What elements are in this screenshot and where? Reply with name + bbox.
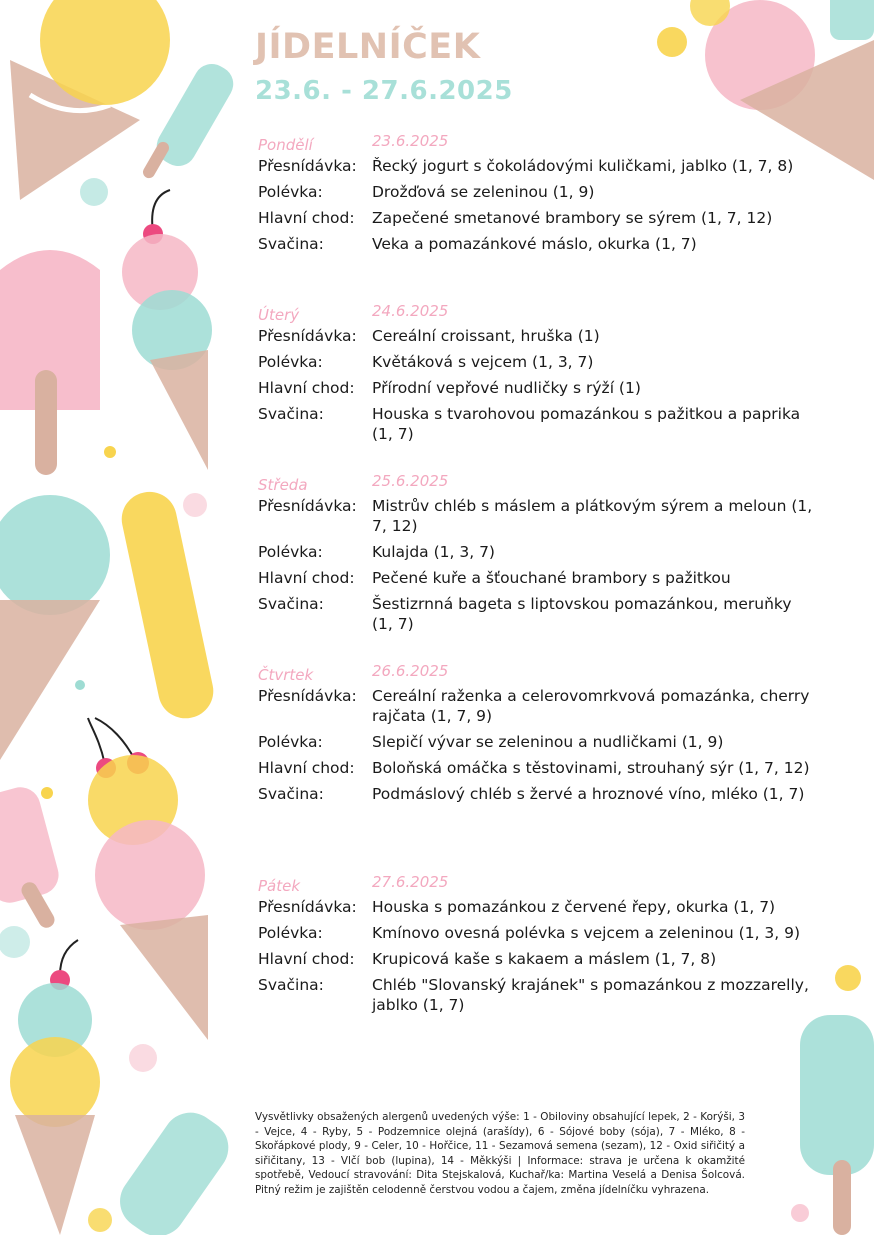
meal-label: Hlavní chod: bbox=[258, 569, 355, 587]
meal-label: Hlavní chod: bbox=[258, 379, 355, 397]
meal-row bbox=[258, 234, 828, 254]
meal-row bbox=[258, 897, 828, 917]
meal-text: Kulajda (1, 3, 7) bbox=[372, 543, 495, 561]
meal-label: Přesnídávka: bbox=[258, 497, 357, 515]
meal-text: Boloňská omáčka s těstovinami, strouhaný sýr (1, 7, 12) bbox=[372, 759, 810, 777]
cherries-scoop-icon bbox=[88, 718, 208, 1040]
day-date: 23.6.2025 bbox=[372, 132, 449, 150]
meal-row bbox=[258, 496, 828, 536]
meal-label: Polévka: bbox=[258, 353, 323, 371]
date-range: 23.6. - 27.6.2025 bbox=[255, 76, 513, 106]
day-date: 25.6.2025 bbox=[372, 472, 449, 490]
meal-label: Hlavní chod: bbox=[258, 950, 355, 968]
meal-text: Řecký jogurt s čokoládovými kuličkami, jablko (1, 7, 8) bbox=[372, 157, 794, 175]
meal-row bbox=[258, 352, 828, 372]
meal-row bbox=[258, 594, 828, 634]
meal-label: Hlavní chod: bbox=[258, 759, 355, 777]
meal-row bbox=[258, 758, 828, 778]
meal-row bbox=[258, 208, 828, 228]
day-section-tuesday bbox=[258, 302, 828, 450]
day-date: 24.6.2025 bbox=[372, 302, 449, 320]
meal-row bbox=[258, 686, 828, 726]
meal-label: Polévka: bbox=[258, 183, 323, 201]
meal-text: Cereální croissant, hruška (1) bbox=[372, 327, 600, 345]
meal-text: Houska s pomazánkou z červené řepy, okurka (1, 7) bbox=[372, 898, 776, 916]
meal-label: Svačina: bbox=[258, 235, 324, 253]
meal-row bbox=[258, 156, 828, 176]
meal-row bbox=[258, 923, 828, 943]
meal-label: Svačina: bbox=[258, 405, 324, 423]
meal-text: Cereální raženka a celerovomrkvová pomazánka, cherry rajčata (1, 7, 9) bbox=[372, 687, 810, 725]
day-name: Středa bbox=[258, 476, 308, 494]
meal-label: Hlavní chod: bbox=[258, 209, 355, 227]
popsicle-pink-lower-icon bbox=[0, 783, 63, 931]
meal-text: Mistrův chléb s máslem a plátkovým sýrem a meloun (1, 7, 12) bbox=[372, 497, 813, 535]
meal-label: Svačina: bbox=[258, 785, 324, 803]
meal-label: Polévka: bbox=[258, 924, 323, 942]
meal-label: Přesnídávka: bbox=[258, 687, 357, 705]
meal-label: Přesnídávka: bbox=[258, 157, 357, 175]
day-name: Pondělí bbox=[258, 136, 313, 154]
meal-text: Slepičí vývar se zeleninou a nudličkami (1, 9) bbox=[372, 733, 724, 751]
meal-row bbox=[258, 378, 828, 398]
day-name: Úterý bbox=[258, 306, 300, 324]
meal-text: Chléb "Slovanský krajánek" s pomazánkou z mozzarelly, jablko (1, 7) bbox=[372, 976, 809, 1014]
meal-label: Svačina: bbox=[258, 976, 324, 994]
meal-text: Šestizrnná bageta s liptovskou pomazánkou, meruňky (1, 7) bbox=[372, 595, 792, 633]
meal-text: Veka a pomazánkové máslo, okurka (1, 7) bbox=[372, 235, 697, 253]
meal-row bbox=[258, 949, 828, 969]
meal-row bbox=[258, 326, 828, 346]
mint-scoop-cone-icon bbox=[0, 495, 110, 760]
popsicle-yellow-icon bbox=[117, 487, 219, 723]
popsicle-pink-icon bbox=[0, 250, 100, 475]
meal-text: Kmínovo ovesná polévka s vejcem a zeleninou (1, 3, 9) bbox=[372, 924, 801, 942]
day-section-wednesday bbox=[258, 472, 828, 640]
meal-row bbox=[258, 784, 828, 804]
meal-row bbox=[258, 182, 828, 202]
double-scoop-cherry-icon bbox=[122, 190, 212, 470]
triple-scoop-cherry-icon bbox=[10, 940, 100, 1235]
meal-row bbox=[258, 568, 828, 588]
meal-text: Podmáslový chléb s žervé a hroznové víno, mléko (1, 7) bbox=[372, 785, 805, 803]
meal-label: Polévka: bbox=[258, 543, 323, 561]
meal-text: Drožďová se zeleninou (1, 9) bbox=[372, 183, 595, 201]
meal-row bbox=[258, 542, 828, 562]
day-section-friday bbox=[258, 873, 828, 1021]
popsicle-mint-lower-icon bbox=[109, 1102, 239, 1235]
meal-label: Přesnídávka: bbox=[258, 327, 357, 345]
meal-text: Krupicová kaše s kakaem a máslem (1, 7, 8) bbox=[372, 950, 717, 968]
meal-text: Přírodní vepřové nudličky s rýží (1) bbox=[372, 379, 641, 397]
meal-row bbox=[258, 732, 828, 752]
meal-label: Polévka: bbox=[258, 733, 323, 751]
day-name: Čtvrtek bbox=[258, 666, 314, 684]
meal-text: Houska s tvarohovou pomazánkou s pažitkou a paprika (1, 7) bbox=[372, 405, 801, 443]
meal-text: Květáková s vejcem (1, 3, 7) bbox=[372, 353, 594, 371]
meal-label: Přesnídávka: bbox=[258, 898, 357, 916]
day-section-monday bbox=[258, 132, 828, 260]
allergen-footnote: Vysvětlivky obsažených alergenů uvedených výše: 1 - Obiloviny obsahující lepek, 2 - Korýši, 3 - Vejce, 4 - Ryby, 5 - Podzemnice olejná (arašídy), 6 - Sójové boby (sója), 7 - Mléko, 8 - Skořápkové plody, 9 - Celer, 10 - Hořčice, 11 - Sezamová semena (sezam), 12 - Oxid siřičitý a siřičitany, 13 - Vlčí bob (lupina), 14 - Měkkýši | Informace: strava je určena k okamžité spotřebě, Vedoucí stravování: Dita Stejskalová, Kuchař/ka: Martina Veselá a Denisa Šolcová. Pitný režim je zajištěn celodenně čerstvou vodou a čajem, změna jídelníčku vyhrazena. bbox=[255, 1111, 745, 1196]
meal-row bbox=[258, 404, 828, 444]
day-date: 27.6.2025 bbox=[372, 873, 449, 891]
page-title: JÍDELNÍČEK bbox=[255, 27, 481, 67]
meal-row bbox=[258, 975, 828, 1015]
day-section-thursday bbox=[258, 662, 828, 810]
meal-text: Zapečené smetanové brambory se sýrem (1, 7, 12) bbox=[372, 209, 773, 227]
day-date: 26.6.2025 bbox=[372, 662, 449, 680]
meal-label: Svačina: bbox=[258, 595, 324, 613]
day-name: Pátek bbox=[258, 877, 301, 895]
meal-text: Pečené kuře a šťouchané brambory s pažitkou bbox=[372, 569, 731, 587]
